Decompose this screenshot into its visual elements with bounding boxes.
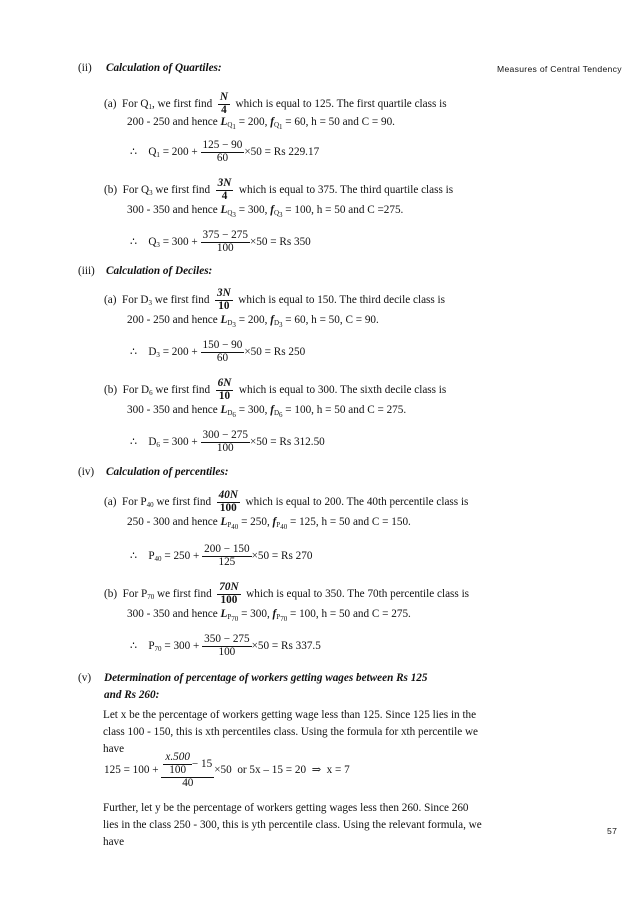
item-a-line1: (a) For $P_{40}$ we first find $\frac{40N}{100}$ which is equal to 200. The 40th percentile class is [104,489,469,514]
section-label: (iv) [78,466,95,478]
calc-p70: ∴ $P_{70} = 300$ + $\frac{350 - 275}{100}$ ×50 = Rs 337.5 [130,633,321,658]
item-b-line2: 300 - 350 and hence $L_{Q_3} = 300$, $f_{Q_3} = 100$, h = 50 and C =275. [127,204,404,219]
item-a-line1: (a) For $D_3$ we first find $\frac{3N}{10}$ which is equal to 150. The third decile class is [104,287,446,312]
section-heading-line2: and Rs 260: [104,689,160,701]
item-b-line1: (b) For $D_6$ we first find $\frac{6N}{10}$ which is equal to 300. The sixth decile class is [104,377,447,402]
calc-d6: ∴ $D_6 = 300$ + $\frac{300 - 275}{100}$ ×50 = Rs 312.50 [130,429,325,454]
item-a-line1: (a) For $Q_1$, we first find $\frac{N}{4}$ which is equal to 125. The first quartile class is [104,91,447,116]
paragraph-x: Let x be the percentage of workers getting wage less than 125. Since 125 lies in the class 100 - 150, this is xth percentiles class. Using the formula for xth percentile we have [103,709,478,755]
equation-x: 125 = 100 + $\frac{x.500}{100}$ − 15 40 ×50 or 5x – 15 = 20 ⇒ x = 7 [104,751,350,789]
item-a-line2: 250 - 300 and hence $L_{P_{40}} = 250$, $f_{P_{40}} = 125$, h = 50 and C = 150. [127,516,411,531]
calc-d3: ∴ $D_3 = 200$ + $\frac{150 - 90}{60}$ ×50 = Rs 250 [130,339,306,364]
calc-q3: ∴ $Q_3 = 300$ + $\frac{375 - 275}{100}$ ×50 = Rs 350 [130,229,311,254]
section-heading-line1: Determination of percentage of workers getting wages between Rs 125 [104,672,428,684]
item-b-line1: (b) For $P_{70}$ we first find $\frac{70N}{100}$ which is equal to 350. The 70th percentile class is [104,581,470,606]
page-number: 57 [607,826,618,836]
paragraph-y: Further, let y be the percentage of workers getting wages less then 260. Since 260 lies in the class 250 - 300, this is yth percentile class. Using the relevant formula, we have [103,802,482,848]
running-header: Measures of Central Tendency [497,64,622,74]
item-b-line2: 300 - 350 and hence $L_{D_6} = 300$, $f_{D_6} = 100$, h = 50 and C = 275. [127,404,407,419]
calc-q1: ∴ $Q_1 = 200$ + $\frac{125 - 90}{60}$ ×50 = Rs 229.17 [130,139,320,164]
section-label: (v) [78,672,92,684]
section-label: (ii) [78,62,92,74]
item-a-line2: 200 - 250 and hence $L_{Q_1} = 200$, $f_{Q_1} = 60$, h = 50 and C = 90. [127,116,395,131]
section-heading: Calculation of percentiles: [106,466,229,478]
section-heading: Calculation of Deciles: [106,265,213,277]
item-a-line2: 200 - 250 and hence $L_{D_3} = 200$, $f_{D_3} = 60$, h = 50, C = 90. [127,314,379,329]
item-b-line1: (b) For $Q_3$ we first find $\frac{3N}{4}$ which is equal to 375. The third quartile class is [104,177,454,202]
item-b-line2: 300 - 350 and hence $L_{P_{70}} = 300$, $f_{P_{70}} = 100$, h = 50 and C = 275. [127,608,411,623]
section-heading: Calculation of Quartiles: [106,62,222,74]
calc-p40: ∴ $P_{40} = 250$ + $\frac{200 - 150}{125}$ ×50 = Rs 270 [130,543,313,568]
section-label: (iii) [78,265,95,277]
